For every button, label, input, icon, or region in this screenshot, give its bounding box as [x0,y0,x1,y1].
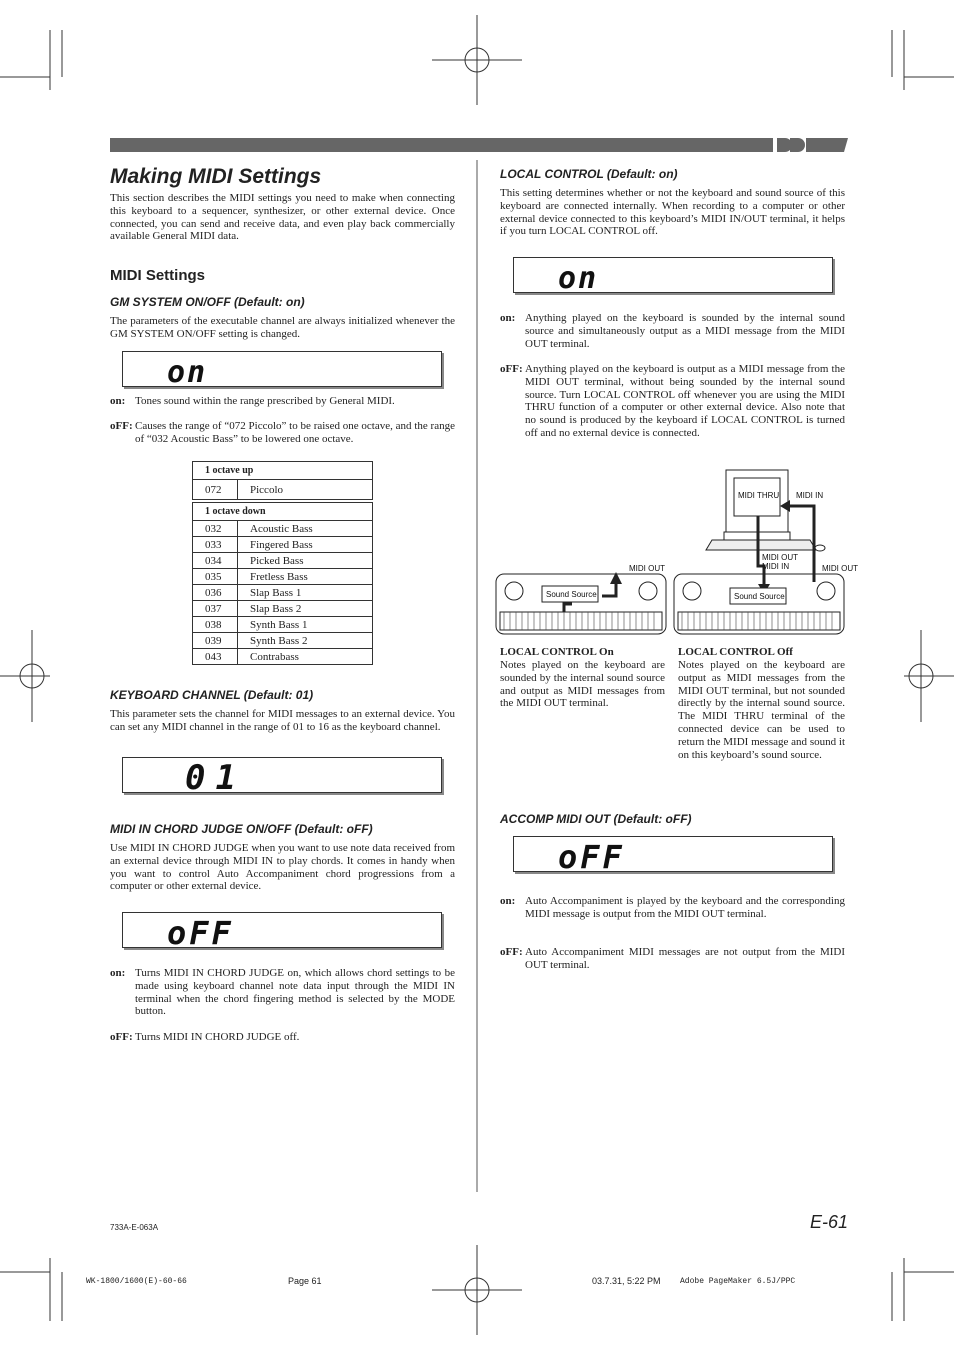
tone-number: 039 [193,633,238,649]
tone-number: 037 [193,601,238,617]
gm-description: The parameters of the executable channel are always initialized whenever the GM SYSTEM ON/OFF setting is changed. [110,315,455,340]
sound-source-right-label: Sound Source [734,592,785,601]
keyboard-left-icon [496,574,666,634]
table-header: 1 octave up [193,462,373,480]
table-header: 1 octave down [193,503,373,521]
caption-text: Notes played on the keyboard are output as MIDI messages from the MIDI OUT terminal, but not sounded directly by the internal sound source. The MIDI THRU terminal of the connected device can be used to return the MIDI message and sound it on this keyboard’s sound source. [678,659,845,761]
def-text: Anything played on the keyboard is sounded by the internal sound source and simultaneously output as a MIDI message from the MIDI OUT terminal. [525,312,845,350]
tone-number: 032 [193,521,238,537]
def-text: Anything played on the keyboard is output as a MIDI message from the MIDI OUT terminal, without being sounded by the internal sound source. Turn LOCAL CONTROL off whenever you are using the MIDI THRU function of a computer or other external device. Also note that no sound is produced by the keyboard if LOCAL CONTROL is turned off and no external device is connected. [525,363,845,439]
octave-range-table [192,461,373,665]
tone-name: Slap Bass 2 [238,601,373,617]
tone-number: 043 [193,649,238,665]
slug-filename: WK-1800/1600(E)-60-66 [86,1277,187,1286]
page-number: E-61 [810,1212,849,1232]
lcd-segment-display [123,913,441,952]
caption-title: LOCAL CONTROL Off [678,646,793,658]
tone-name: Synth Bass 2 [238,633,373,649]
document-code: 733A-E-063A [110,1223,159,1232]
octave-down-table [192,502,373,665]
page-title: Making MIDI Settings [110,165,322,188]
arrow-icon [780,500,790,512]
def-text: Tones sound within the range prescribed by General MIDI. [135,395,395,407]
def-text: Causes the range of “072 Piccolo” to be raised one octave, and the range of “032 Acoustic Bass” to be lowered one octave. [135,420,455,445]
slug-app: Adobe PageMaker 6.5J/PPC [680,1277,796,1286]
local-heading: LOCAL CONTROL (Default: on) [500,167,678,181]
table-row [193,633,373,649]
local-off-definition [500,363,845,440]
def-text: Turns MIDI IN CHORD JUDGE off. [135,1031,300,1043]
def-text: Auto Accompaniment is played by the keyboard and the corresponding MIDI message is output from the MIDI OUT terminal. [525,895,845,920]
signal-path [602,582,616,596]
gm-on-definition [110,395,455,408]
tone-name: Acoustic Bass [238,521,373,537]
octave-up-table [192,461,373,500]
def-label: oFF: [110,1031,133,1043]
slug-page: Page 61 [288,1276,322,1286]
midi-in-center-label: MIDI IN [762,562,790,571]
lcd-text: on [558,261,599,296]
tone-number: 038 [193,617,238,633]
kb-channel-description: This parameter sets the channel for MIDI messages to an external device. You can set any MIDI channel in the range of 01 to 16 as the keyboard channel. [110,708,455,733]
local-description: This setting determines whether or not the keyboard and sound source of this keyboard are connected internally. When recording to a computer or other external device connected to this keyboard’s MIDI IN/OUT terminal, it helps if you turn LOCAL CONTROL off. [500,187,845,238]
tone-name: Piccolo [238,480,373,500]
def-label: on: [110,967,126,979]
table-row [193,537,373,553]
kb-channel-lcd-display [122,757,442,798]
computer-keyboard-icon [706,540,816,550]
local-off-caption [678,646,845,761]
table-row [193,617,373,633]
chord-judge-lcd-display [122,912,442,952]
local-control-diagram [494,466,858,638]
table-row [193,521,373,537]
signal-path [564,604,572,612]
accomp-lcd-display [513,836,833,876]
def-text: Turns MIDI IN CHORD JUDGE on, which allows chord settings to be made using keyboard channel note data input through the MIDI IN terminal when the chord fingering method is selected by the MODE button. [135,967,455,1018]
local-on-definition [500,312,845,350]
def-label: on: [110,395,126,407]
lcd-text: 01 [185,758,246,798]
lcd-segment-display [514,837,832,876]
tone-number: 036 [193,585,238,601]
tone-number: 034 [193,553,238,569]
tone-number: 033 [193,537,238,553]
chord-judge-description: Use MIDI IN CHORD JUDGE when you want to use note data received from an external device through MIDI IN to play chords. It comes in handy when you want to control Auto Accompaniment chord progressions from a computer or other external device. [110,842,455,893]
lcd-segment-display [514,258,832,296]
chord-judge-on-definition [110,967,455,1018]
accomp-off-definition [500,946,845,972]
caption-title: LOCAL CONTROL On [500,646,614,658]
lcd-segment-display [123,758,441,798]
intro-paragraph: This section describes the MIDI settings you need to make when connecting this keyboard to a sequencer, synthesizer, or other external device. Once connected, you can send and receive data, and even play back commercially available General MIDI data. [110,192,455,243]
chord-judge-off-definition [110,1031,455,1044]
table-row [193,601,373,617]
tone-number: 072 [193,480,238,500]
def-label: oFF: [500,946,523,958]
tone-name: Fingered Bass [238,537,373,553]
midi-thru-label: MIDI THRU [738,491,780,500]
gm-lcd-display [122,351,442,390]
def-label: oFF: [500,363,523,375]
def-label: on: [500,312,516,324]
tone-number: 035 [193,569,238,585]
lcd-text: oFF [558,838,625,876]
def-label: on: [500,895,516,907]
sound-source-left-label: Sound Source [546,590,597,599]
accomp-on-definition [500,895,845,921]
midi-out-right-label: MIDI OUT [822,564,858,573]
lcd-text: on [167,355,208,390]
table-row [193,480,373,500]
midi-out-left-label: MIDI OUT [629,564,665,573]
accomp-heading: ACCOMP MIDI OUT (Default: oFF) [500,812,692,826]
tone-name: Picked Bass [238,553,373,569]
table-row [193,553,373,569]
table-row [193,569,373,585]
def-text: Auto Accompaniment MIDI messages are not output from the MIDI OUT terminal. [525,946,845,971]
tone-name: Fretless Bass [238,569,373,585]
local-lcd-display [513,257,833,296]
lcd-segment-display [123,352,441,390]
tone-name: Synth Bass 1 [238,617,373,633]
slug-date: 03.7.31, 5:22 PM [592,1276,661,1286]
midi-out-center-label: MIDI OUT [762,553,798,562]
section-heading: MIDI Settings [110,267,206,284]
tone-name: Contrabass [238,649,373,665]
midi-in-label: MIDI IN [796,491,824,500]
caption-text: Notes played on the keyboard are sounded by the internal sound source and output as MIDI messages from the MIDI OUT terminal. [500,659,665,710]
lcd-text: oFF [167,914,234,952]
local-on-caption [500,646,665,710]
kb-channel-heading: KEYBOARD CHANNEL (Default: 01) [110,688,314,702]
chord-judge-heading: MIDI IN CHORD JUDGE ON/OFF (Default: oFF) [110,822,373,836]
gm-off-definition [110,420,455,446]
tone-name: Slap Bass 1 [238,585,373,601]
table-row [193,649,373,665]
table-row [193,585,373,601]
def-label: oFF: [110,420,133,432]
gm-heading: GM SYSTEM ON/OFF (Default: on) [110,295,305,309]
